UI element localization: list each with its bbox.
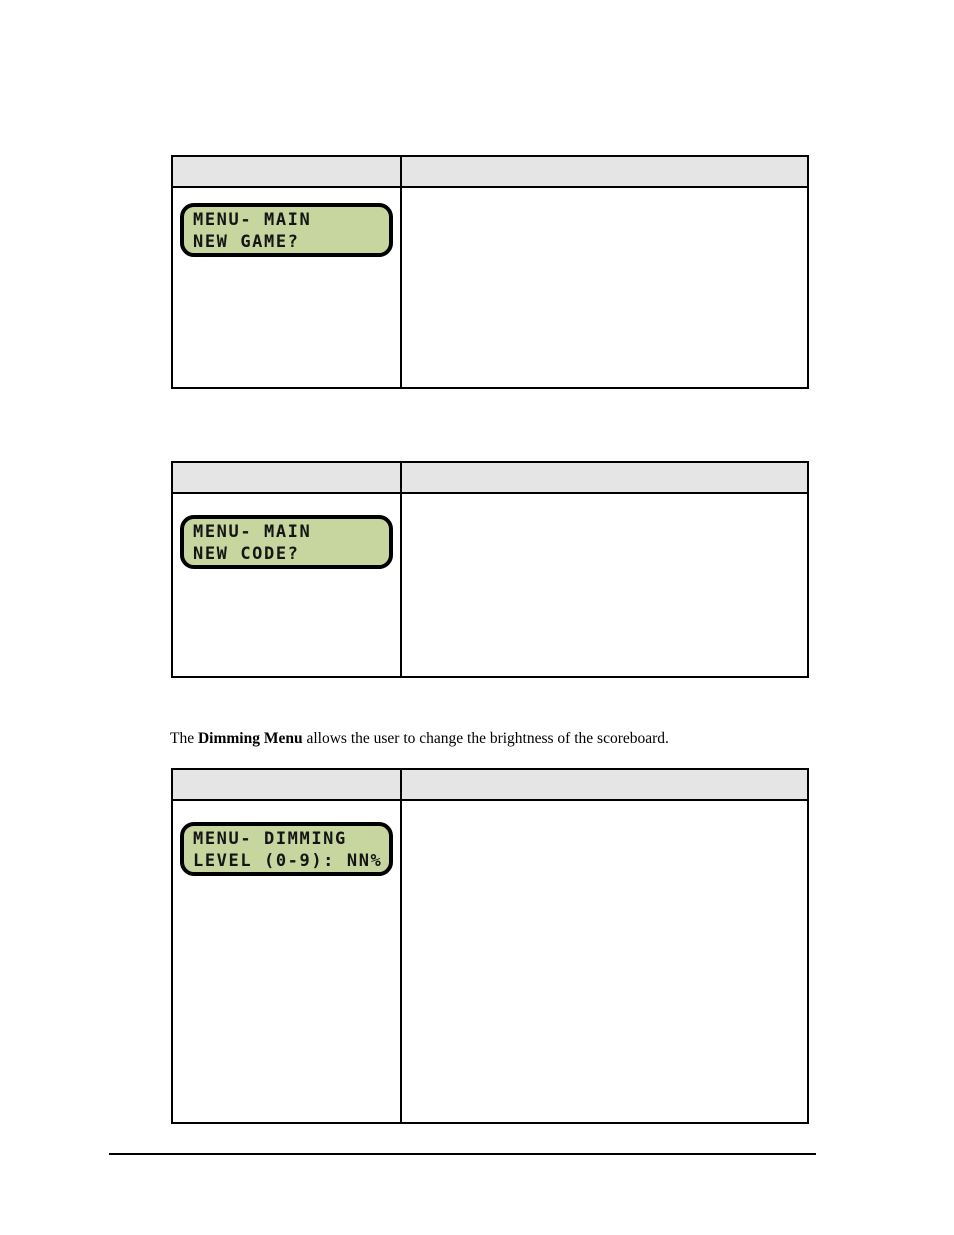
header-cell-display [172,769,401,800]
header-cell-description [401,462,808,493]
lcd-display-new-game [180,203,393,257]
lcd-line-1: MENU- DIMMING [193,829,347,849]
paragraph-bold-dimming-menu: Dimming Menu [197,730,303,747]
menu-table-dimming [171,768,809,1124]
table-header-row [172,462,808,493]
lcd-line-2: NEW CODE? [193,544,300,564]
menu-table-new-code [171,461,809,678]
paragraph-text-prefix: The [170,730,198,747]
footer-rule [109,1153,816,1155]
description-cell [401,800,808,1123]
menu-table-new-game [171,155,809,389]
lcd-line-1: MENU- MAIN [193,210,312,230]
display-cell [172,493,401,677]
table-header-row [172,156,808,187]
lcd-line-2: NEW GAME? [193,232,300,252]
description-cell [401,187,808,388]
table-body-row [172,800,808,1123]
lcd-line-2: LEVEL (0-9): NN% [193,851,383,871]
display-cell [172,800,401,1123]
display-cell [172,187,401,388]
lcd-line-1: MENU- MAIN [193,522,312,542]
description-cell [401,493,808,677]
table-header-row [172,769,808,800]
header-cell-display [172,462,401,493]
header-cell-description [401,156,808,187]
header-cell-description [401,769,808,800]
lcd-display-new-code [180,515,393,569]
table-body-row [172,187,808,388]
table-body-row [172,493,808,677]
lcd-display-dimming [180,822,393,876]
paragraph-text-suffix: allows the user to change the brightness of the scoreboard. [302,730,669,747]
dimming-paragraph [170,729,810,748]
header-cell-display [172,156,401,187]
